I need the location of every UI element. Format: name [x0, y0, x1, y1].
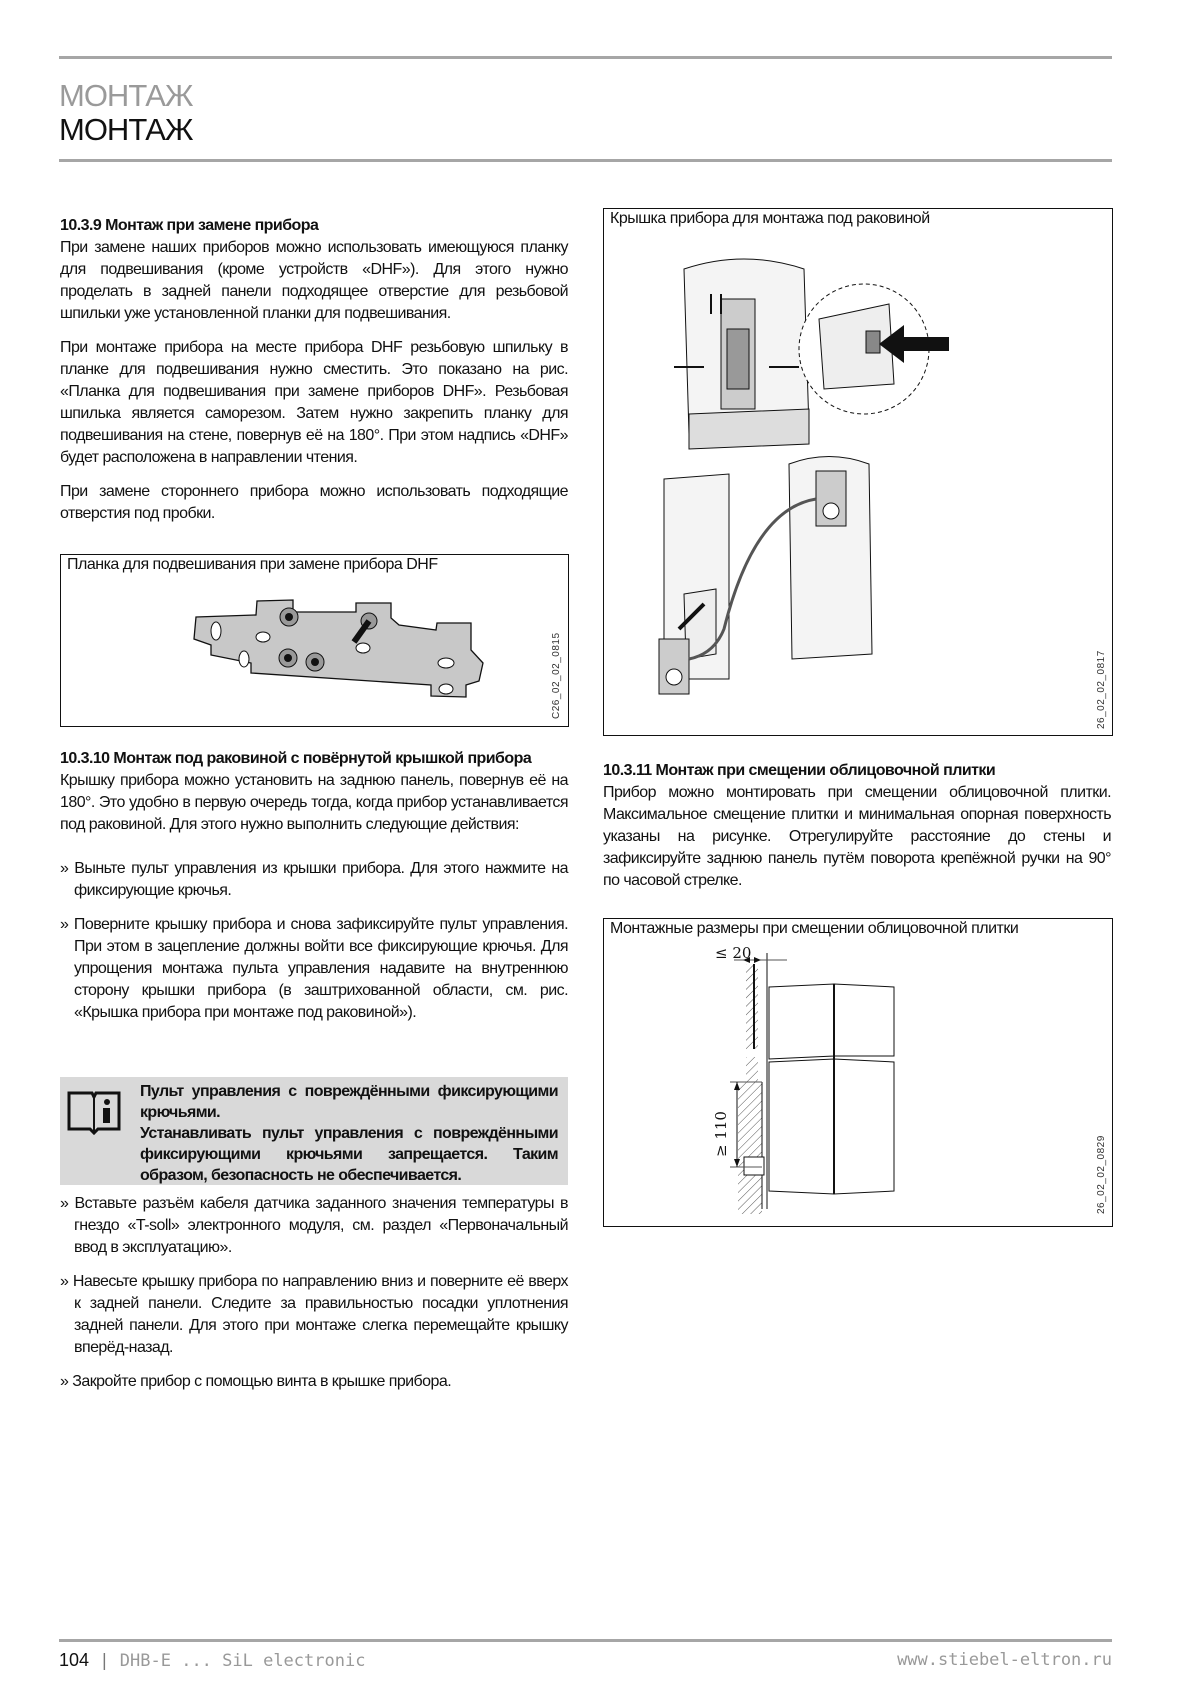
figure-caption: Монтажные размеры при смещении облицовочной плитки — [610, 920, 1019, 937]
product-name: DHB-E ... SiL electronic — [119, 1651, 366, 1671]
info-body: Устанавливать пульт управления с повреждёнными фиксирующими крючьями запрещается. Таким образом, безопасность не обеспечивается. — [140, 1125, 558, 1184]
figure-code: C26_02_02_0815 — [551, 632, 562, 719]
paragraph: При замене стороннего прибора можно использовать подходящие отверстия под пробки. — [60, 483, 568, 522]
paragraph: Крышку прибора можно установить на заднюю панель, повернув её на 180°. Это удобно в первую очередь тогда, когда прибор устанавливается под раковиной. Для этого нужно выполнить следующие действия: — [60, 772, 568, 833]
hanging-plate-drawing — [61, 555, 568, 726]
top-rule — [59, 56, 1112, 59]
info-notice — [60, 1077, 568, 1185]
section-heading: 10.3.9 Монтаж при замене прибора — [60, 217, 319, 234]
figure-code: 26_02_02_0817 — [1096, 650, 1107, 729]
dimension-min-support: ≥ 110 — [712, 1111, 730, 1157]
page-number: 104 — [59, 1650, 90, 1670]
list-item: » Закройте прибор с помощью винта в крышке прибора. — [60, 1373, 452, 1390]
chapter-title: МОНТАЖ — [59, 112, 193, 147]
section-10-3-9 — [60, 215, 568, 537]
cover-under-sink-drawing — [604, 209, 1112, 735]
paragraph: При монтаже прибора на месте прибора DHF резьбовую шпильку в планке для подвешивания нужно сместить. Это показано на рис. «Планка для подвешивания при замене приборов DHF». Резьбовая шпилька является саморезом. Затем нужно закрепить планку для подвешивания на стене, повернув её на 180°. При этом надпись «DHF» будет расположена в направлении чтения. — [60, 339, 568, 466]
figure-caption: Планка для подвешивания при замене прибора DHF — [67, 556, 438, 573]
footer-separator: | — [99, 1651, 110, 1671]
figure-tile-offset — [603, 918, 1113, 1227]
footer-url[interactable]: www.stiebel-eltron.ru — [897, 1650, 1112, 1670]
figure-code: 26_02_02_0829 — [1096, 1135, 1107, 1214]
figure-caption: Крышка прибора для монтажа под раковиной — [610, 210, 930, 227]
dimension-max-offset: ≤ 20 — [715, 944, 752, 962]
manual-info-icon — [66, 1085, 122, 1135]
list-item: » Поверните крышку прибора и снова зафиксируйте пульт управления. При этом в зацепление должны войти все фиксирующие крючья. Для упрощения монтажа пульта управления надавите на внутреннюю сторону крышки прибора (в заштрихованной области, см. рис. «Крышка прибора при монтаже под раковиной»). — [60, 916, 568, 1021]
chapter-title-gray: МОНТАЖ — [59, 78, 193, 113]
figure-cover-under-sink — [603, 208, 1113, 736]
section-10-3-10 — [60, 748, 568, 1036]
section-heading: 10.3.11 Монтаж при смещении облицовочной плитки — [603, 762, 996, 779]
paragraph: При замене наших приборов можно использовать имеющуюся планку для подвешивания (кроме устройств «DHF»). Для этого нужно проделать в задней панели подходящее отверстие для резьбовой шпильки уже установленной планки для подвешивания. — [60, 239, 568, 322]
section-10-3-10-steps — [60, 1193, 568, 1405]
list-item: » Вставьте разъём кабеля датчика заданного значения температуры в гнездо «T-soll» электронного модуля, см. раздел «Первоначальный ввод в эксплуатацию». — [60, 1195, 568, 1256]
tile-offset-drawing — [604, 919, 1112, 1226]
info-text — [140, 1081, 558, 1186]
footer-left — [59, 1650, 365, 1671]
section-heading: 10.3.10 Монтаж под раковиной с повёрнутой крышкой прибора — [60, 750, 532, 767]
info-title: Пульт управления с повреждёнными фиксирующими крючьями. — [140, 1083, 558, 1121]
paragraph: Прибор можно монтировать при смещении облицовочной плитки. Максимальное смещение плитки и минимальная опорная поверхность указаны на рисунке. Отрегулируйте расстояние до стены и зафиксируйте заднюю панель путём поворота крепёжной ручки на 90° по часовой стрелке. — [603, 784, 1111, 889]
list-item: » Выньте пульт управления из крышки прибора. Для этого нажмите на фиксирующие крючья. — [60, 860, 568, 899]
section-10-3-11 — [603, 760, 1111, 904]
header-rule — [59, 159, 1112, 162]
footer-rule — [59, 1639, 1112, 1642]
list-item: » Навесьте крышку прибора по направлению вниз и поверните её вверх к задней панели. Следите за правильностью посадки уплотнения задней панели. Для этого при монтаже слегка перемещайте крышку вперёд-назад. — [60, 1273, 568, 1356]
figure-hanging-plate — [60, 554, 569, 727]
